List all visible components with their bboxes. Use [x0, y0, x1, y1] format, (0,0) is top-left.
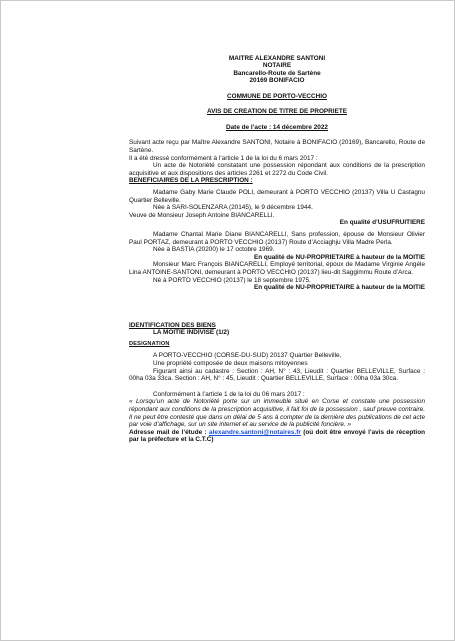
- closing-quote: « Lorsqu’un acte de Notoriété porte sur un immeuble situé en Corse et constate une possession répondant aux conditions de la prescription acquisitive, il fait foi de la possession , sauf preuve contraire. Il ne peut être contesté que dans un délai de 5 ans à compter de la dernière des publications de cet acte par voie d’affichage, sur un site internet et au service de la publicité foncière. »: [129, 398, 425, 429]
- closing-article: Conformément à l’article 1 de la loi du 06 mars 2017 :: [153, 390, 305, 398]
- notary-title: NOTAIRE: [262, 62, 292, 70]
- notary-city: 20169 BONIFACIO: [249, 77, 305, 85]
- beneficiary-2-text: Madame Chantal Marie Diane BIANCARELLI, Sans profession, épouse de Monsieur Olivier Paul PORTAZ, demeurant à PORTO VECCHIO (20137) Route d’Acciaghju Villa Madre Perla.: [129, 230, 425, 246]
- notary-name: MAITRE ALEXANDRE SANTONI: [228, 55, 326, 62]
- beneficiary-1-text: Madame Gaby Marie Claude POLI, demeurant à PORTO VECCHIO (20137) Villa U Castagnu Quartier Belleville.: [129, 188, 425, 204]
- identification-heading: IDENTIFICATION DES BIENS: [129, 321, 216, 329]
- date-acte: Date de l’acte : 14 décembre 2022: [226, 123, 328, 131]
- intro-paragraph-3: Un acte de Notoriété constatant une possession répondant aux conditions de la prescription acquisitive et aux dispositions des articles 2261 et 2272 du Code Civil.: [129, 162, 425, 177]
- intro-paragraph-2: Il a été dressé conformément à l’article 1 de la loi du 6 mars 2017 :: [129, 154, 318, 162]
- beneficiary-2-born: Née à BASTIA (20200) le 17 octobre 1969.: [153, 246, 275, 254]
- mail-suffix: (où doit être envoyé l’avis de réception par la préfecture et la C.T.C): [129, 428, 426, 444]
- beneficiary-3-text: Monsieur Marc François BIANCARELLI, Employé territorial, époux de Madame Virginie Angèle Lina ANTOINE-SANTONI, demeurant à PORTO VECCHIO (20137) lieu-dit Saggimmu Route d’Arca.: [129, 261, 425, 276]
- beneficiary-1-born: Née à SARI-SOLENZARA (20145), le 9 décembre 1944.: [153, 204, 313, 212]
- beneficiary-3-born: Né à PORTO VECCHIO (20137) le 18 septembre 1975.: [153, 276, 311, 284]
- mail-link[interactable]: alexandre.santoni@notaires.fr: [209, 428, 301, 436]
- beneficiary-2-qualite: En qualité de NU-PROPRIETAIRE à hauteur de la MOITIE: [253, 253, 425, 261]
- document-content: [129, 55, 425, 444]
- beneficiary-3-qualite: En qualité de NU-PROPRIETAIRE à hauteur de la MOITIE: [253, 284, 425, 292]
- notary-address: Bancarello-Route de Sartène: [233, 69, 321, 77]
- designation-heading: DESIGNATION: [129, 340, 170, 347]
- avis-title: AVIS DE CREATION DE TITRE DE PROPRIETE: [206, 108, 347, 116]
- designation-paragraph-2: Une propriété composée de deux maisons mitoyennes: [153, 360, 308, 368]
- commune-heading: COMMUNE DE PORTO-VECCHIO: [226, 92, 327, 100]
- beneficiary-1-qualite: En qualité d’USUFRUITIERE: [339, 219, 425, 227]
- beneficiary-1-widow: Veuve de Monsieur Joseph Antoine BIANCARELLI.: [129, 211, 275, 219]
- mail-label: Adresse mail de l’étude :: [129, 428, 207, 436]
- identification-subheading: LA MOITIE INDIVISE (1/2): [153, 329, 230, 337]
- closing-mail-line: [129, 429, 425, 444]
- intro-paragraph-1: Suivant acte reçu par Maître Alexandre SANTONI, Notaire à BONIFACIO (20169), Bancarello, Route de Sartène.: [129, 139, 425, 154]
- designation-paragraph-3: Figurant ainsi au cadastre : Section : AH, N° : 43, Lieudit : Quartier BELLEVILLE, Surface : 00ha 03a 33ca. Section : AH, N° : 45, Lieudit : Quartier BELLEVILLE, Surface : 00ha 03a 30ca.: [129, 367, 425, 383]
- beneficiaires-heading: BENEFICIAIRES DE LA PRESCRIPTION :: [129, 177, 253, 185]
- designation-paragraph-1: A PORTO-VECCHIO (CORSE-DU-SUD) 20137 Quartier Belleville,: [153, 352, 342, 360]
